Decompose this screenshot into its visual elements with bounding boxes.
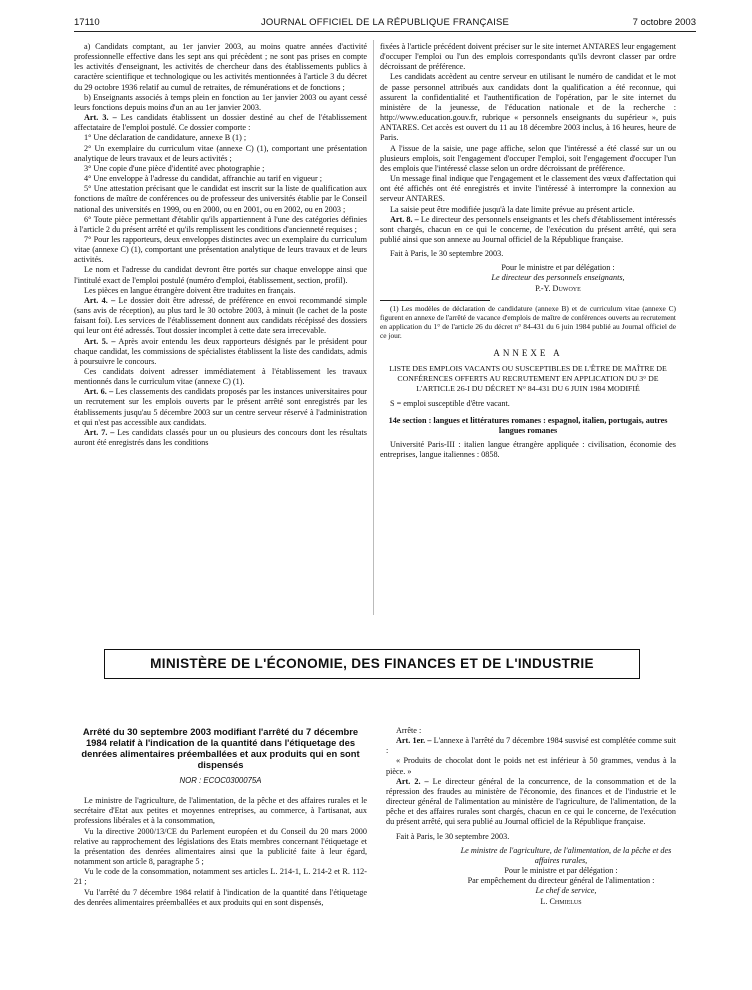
list-item: 4° Une enveloppe à l'adresse du candidat, affranchie au tarif en vigueur ; [84,174,323,184]
article-8 [380,215,676,245]
article-text: Les classements des candidats proposés par les instances universitaires pour un recrutement sur les emplois ouverts par le présent arrêté sont enregistrés par les établissements jusqu'au 5 décembre 2003 sur un centre serveur réservé à l'administration et qui n'est pas accessible aux candidats. [74,387,367,427]
article-text: Après avoir entendu les deux rapporteurs désignés par le président pour chaque candidat, les commissions de spécialistes établissent la liste des candidats, admis à poursuivre le concours. [74,336,367,366]
article-6 [74,387,367,428]
list-item: 5° Une attestation précisant que le candidat est inscrit sur la liste de qualification aux fonctions de maître de conférences ou de professeur des universités établie par le Conseil national des universités en 1999, ou en 2000, ou en 2001, ou en 2002, ou en 2003 ; [74,184,367,214]
article-label: Art. 7. – [84,427,115,437]
article-quote: « Produits de chocolat dont le poids net est inférieur à 50 grammes, vendus à la pièce. » [386,756,676,776]
signature-title: Le chef de service, [535,886,597,896]
paragraph: Vu le code de la consommation, notamment ses articles L. 214-1, L. 214-2 et R. 112-21 ; [74,867,367,887]
signature-title: Le ministre de l'agriculture, de l'alimentation, de la pêche et des affaires rurales, [460,845,672,865]
paragraph: Les candidats accèdent au centre serveur en utilisant le numéro de candidat et le mot de passe personnel attribués aux candidats dont la qualification a été reconnue, qui assurent la confidentialité et l'authentification de l'opération, par le site internet du ministère de la jeunesse, de l'éducation nationale et de la recherche : http://www.education.gouv.fr, rubrique « personnels enseignants du supérieur », puis ANTARES. Cet accès est ouvert du 11 au 18 décembre 2003 inclus, à 16 heures, heure de Paris. [380,72,676,143]
article-label: Art. 2. – [396,776,429,786]
signature-name: L. Chmielus [540,896,582,906]
article-4 [74,296,367,337]
paragraph: A l'issue de la saisie, une page affiche, selon que l'intéressé a été classé sur un ou plusieurs emplois, soit l'engagement d'occuper l'emploi, soit l'engagement d'occuper l'un des emplois que l'intéressé classe selon un ordre décroissant de préférence. [380,143,676,173]
signature-line: Par empêchement du directeur général de l'alimentation : [467,876,655,886]
paragraph: La saisie peut être modifiée jusqu'à la date limite prévue au présent article. [390,204,635,214]
article-label: Art. 8. – [390,214,419,224]
paragraph: Le nom et l'adresse du candidat devront être portés sur chaque enveloppe ainsi que l'intitulé exact de l'emploi postulé (numéro d'emploi, établissement, section, profil). [74,265,367,285]
paragraph: Ces candidats doivent adresser immédiatement à l'établissement les travaux mentionnés dans le curriculum vitae (annexe C) (1). [74,367,367,387]
footnote-rule [380,300,490,301]
signature-title: Le directeur des personnels enseignants, [491,273,625,283]
annex-title: ANNEXE A [493,347,563,358]
list-item: 1° Une déclaration de candidature, annexe B (1) ; [84,133,247,143]
article-2 [386,777,676,828]
list-item: 2° Un exemplaire du curriculum vitae (annexe C) (1), comportant une présentation analytique de leurs travaux et de leurs activités ; [74,143,367,163]
right-column [380,42,676,617]
done-at: Fait à Paris, le 30 septembre 2003. [390,249,504,259]
article-label: Art. 5. – [84,336,116,346]
annex-subtitle: LISTE DES EMPLOIS VACANTS OU SUSCEPTIBLES DE L'ÊTRE DE MAÎTRE DE CONFÉRENCES OFFERTS AU RECRUTEMENT EN APPLICATION DU 3° DE L'ARTICLE 26-I DU DÉCRET N° 84-431 DU 6 JUIN 1984 MODIFIÉ [389,363,667,394]
signature-line: Pour le ministre et par délégation : [501,263,615,273]
ministry-banner: MINISTÈRE DE L'ÉCONOMIE, DES FINANCES ET DE L'INDUSTRIE [104,649,640,679]
signature-line: Pour le ministre et par délégation : [504,866,618,876]
nor-reference: NOR : ECOC0300075A [179,776,262,785]
list-item: 7° Pour les rapporteurs, deux enveloppes distinctes avec un exemplaire du curriculum vitae (annexe C) (1), comportant une présentation analytique de leurs travaux et de leurs activités. [74,234,367,265]
publication-date: 7 octobre 2003 [632,17,696,28]
signature-name: P.-Y. Duwoye [535,283,581,293]
paragraph: Vu la directive 2000/13/CE du Parlement européen et du Conseil du 20 mars 2000 relative au rapprochement des législations des Etats membres concernant l'étiquetage et la présentation des denrées alimentaires ainsi que la publicité faite à leur égard, notamment son article 8, paragraphe 5 ; [74,826,367,867]
paragraph: Vu l'arrêté du 7 décembre 1984 relatif à l'indication de la quantité dans l'étiquetage des denrées alimentaires préemballées et aux produits qui en sont dispensés, [74,887,367,907]
arrete-title: Arrêté du 30 septembre 2003 modifiant l'arrêté du 7 décembre 1984 relatif à l'indication de la quantité dans l'étiquetage des denrées alimentaires préemballées et aux produits qui en sont dispensés [81,726,360,770]
article-3 [74,113,367,133]
paragraph: b) Enseignants associés à temps plein en fonction au 1er janvier 2003 ou ayant cessé leurs fonctions depuis moins d'un an au 1er janvier 2003. [74,92,367,112]
footnote: (1) Les modèles de déclaration de candidature (annexe B) et de curriculum vitae (annexe C) figurent en annexe de l'arrêté de vacance d'emplois de maître de conférences ouverts au recrutement en application du 1° de l'article 26 du décret n° 84-431 du 6 juin 1984 publié au Journal officiel de ce jour. [380,303,676,340]
article-text: Le directeur général de la concurrence, de la consommation et de la répression des fraudes au ministère de l'économie, des finances et de l'industrie et le directeur général de l'alimentation au ministère de l'agriculture, de l'alimentation, de la pêche et des affaires rurales sont chargés, chacun en ce qui le concerne, de l'exécution du présent arrêté, qui sera publié au Journal officiel de la République française. [386,776,676,827]
arrete-label: Arrête : [396,726,422,735]
article-1 [386,736,676,756]
journal-title: JOURNAL OFFICIEL DE LA RÉPUBLIQUE FRANÇAISE [260,17,510,28]
annex-note: S = emploi susceptible d'être vacant. [390,399,510,409]
article-text: Les candidats classés pour un ou plusieurs des concours dont les résultats auront été enregistrés dans les conditions [74,427,367,448]
section-title: 14e section : langues et littératures romanes : espagnol, italien, portugais, autres langues romanes [388,415,668,435]
article-text: Le directeur des personnels enseignants et les chefs d'établissement intéressés sont chargés, chacun en ce qui le concerne, de l'exécution du présent arrêté, qui sera publié ainsi que son annexe au Journal officiel de la République française. [380,214,676,244]
left-column [74,42,367,617]
article-text: Le dossier doit être adressé, de préférence en envoi recommandé simple (sans avis de réception), au plus tard le 30 octobre 2003, à minuit (le cachet de la poste faisant foi). Les services de l'établissement donnent aux candidats récépissé des dossiers qui leur ont été adressés. Tout dossier incomplet à cette date sera irrecevable. [74,295,367,336]
page-header [74,15,696,32]
article-label: Art. 1er. – [396,736,432,746]
article-text: L'annexe à l'arrêté du 7 décembre 1984 susvisé est complétée comme suit : [386,736,676,756]
university-entry: Université Paris-III : italien langue étrangère appliquée : civilisation, économie des entreprises, langue italiennes : 0858. [380,439,676,459]
done-at: Fait à Paris, le 30 septembre 2003. [396,831,510,841]
article-7 [74,428,367,448]
article-text: Les candidats établissent un dossier destiné au chef de l'établissement affectataire de l'emploi postulé. Ce dossier comporte : [74,113,367,133]
list-item: 6° Toute pièce permettant d'établir qu'ils appartiennent à l'une des catégories définies à l'article 2 du présent arrêté et qu'ils remplissent les conditions d'ancienneté requises ; [74,214,367,234]
list-item: 3° Une copie d'une pièce d'identité avec photographie ; [84,163,265,173]
paragraph: Le ministre de l'agriculture, de l'alimentation, de la pêche et des affaires rurales et le secrétaire d'Etat aux petites et moyennes entreprises, au commerce, à l'artisanat, aux professions libérales et à la consommation, [74,796,367,826]
page-number: 17110 [74,17,100,28]
article-label: Art. 3. – [84,113,117,123]
arrete-left-column [74,726,367,984]
paragraph: a) Candidats comptant, au 1er janvier 2003, au moins quatre années d'activité professionnelle effective dans les sept ans qui précèdent ; ne sont pas prises en compte les activités d'enseignant, les activités de chercheur dans des établissements publics à caractère scientifique et technologique ou les activités mentionnées à l'article 3 du décret du 29 octobre 1936 relatif au cumul de retraites, de rémunérations et de fonctions ; [74,42,367,92]
arrete-right-column [386,726,676,984]
column-divider [373,40,374,615]
article-5 [74,337,367,367]
paragraph: Un message final indique que l'engagement et le classement des vœux d'affectation qui ont été affichés ont été enregistrés et invite l'intéressé à interrompre la connexion au serveur ANTARES. [380,174,676,204]
article-label: Art. 4. – [84,295,116,305]
paragraph: fixées à l'article précédent doivent préciser sur le site internet ANTARES leur engagement d'occuper l'emploi ou l'un des emplois correspondants qu'ils devront classer par ordre décroissant de préférence. [380,42,676,72]
paragraph: Les pièces en langue étrangère doivent être traduites en français. [84,285,296,295]
article-label: Art. 6. – [84,387,114,397]
